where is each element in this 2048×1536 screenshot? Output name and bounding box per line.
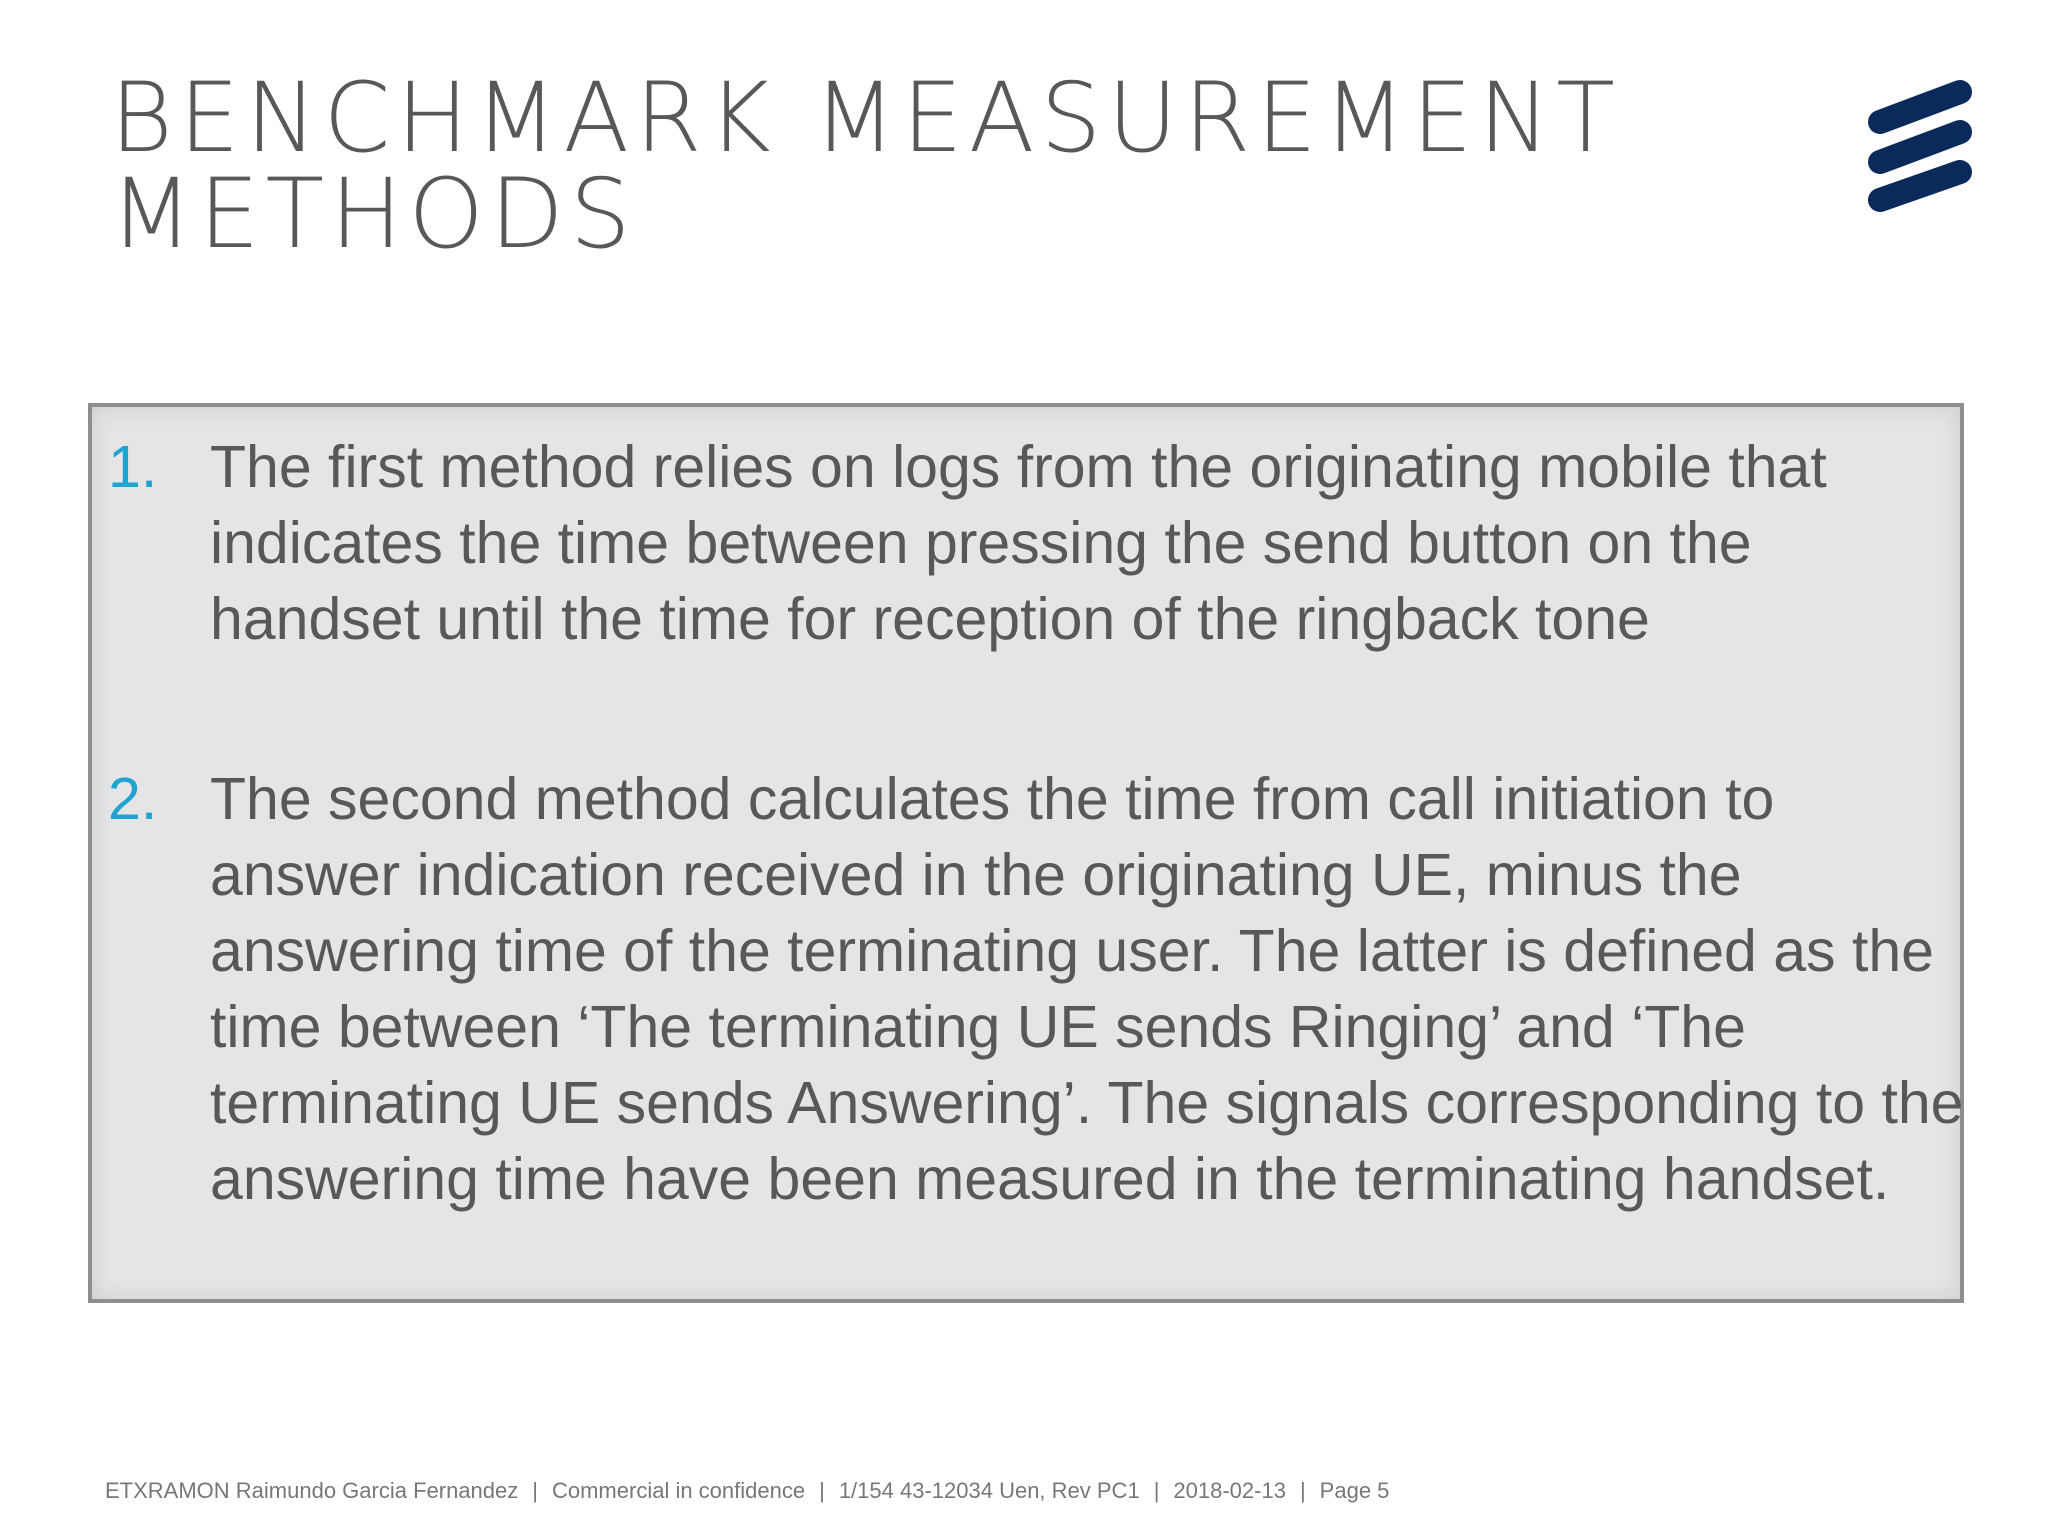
footer-separator: | xyxy=(1153,1478,1160,1503)
methods-content-box xyxy=(88,403,1964,1303)
footer-author: ETXRAMON Raimundo Garcia Fernandez xyxy=(105,1478,519,1503)
slide-title-line-1: BENCHMARK MEASUREMENT xyxy=(110,62,1621,174)
footer-page: Page 5 xyxy=(1319,1478,1390,1503)
slide-title xyxy=(110,62,1810,270)
footer-date: 2018-02-13 xyxy=(1173,1478,1286,1503)
list-item-number: 1. xyxy=(108,434,158,500)
list-item-text: The second method calculates the time from call initiation to answer indication received in the originating UE, minus the answering time of the terminating user. The latter is defined as the time between ‘The terminating UE sends Ringing’ and ‘The terminating UE sends Answering’. The signals corresponding to the answering time have been measured in the terminating handset. xyxy=(210,766,1964,1212)
footer-separator: | xyxy=(1299,1478,1306,1503)
footer-classification: Commercial in confidence xyxy=(551,1478,806,1503)
footer-separator: | xyxy=(532,1478,538,1503)
slide-title-line-2: METHODS xyxy=(110,158,637,270)
footer-separator: | xyxy=(819,1478,825,1503)
ericsson-logo-icon xyxy=(1866,78,1976,214)
list-item-text: The first method relies on logs from the originating mobile that indicates the time between pressing the send button on the handset until the time for reception of the ringback tone xyxy=(210,434,1827,652)
list-item-number: 2. xyxy=(108,766,158,832)
footer-document-id: 1/154 43-12034 Uen, Rev PC1 xyxy=(838,1478,1140,1503)
slide-footer xyxy=(105,1478,1389,1504)
